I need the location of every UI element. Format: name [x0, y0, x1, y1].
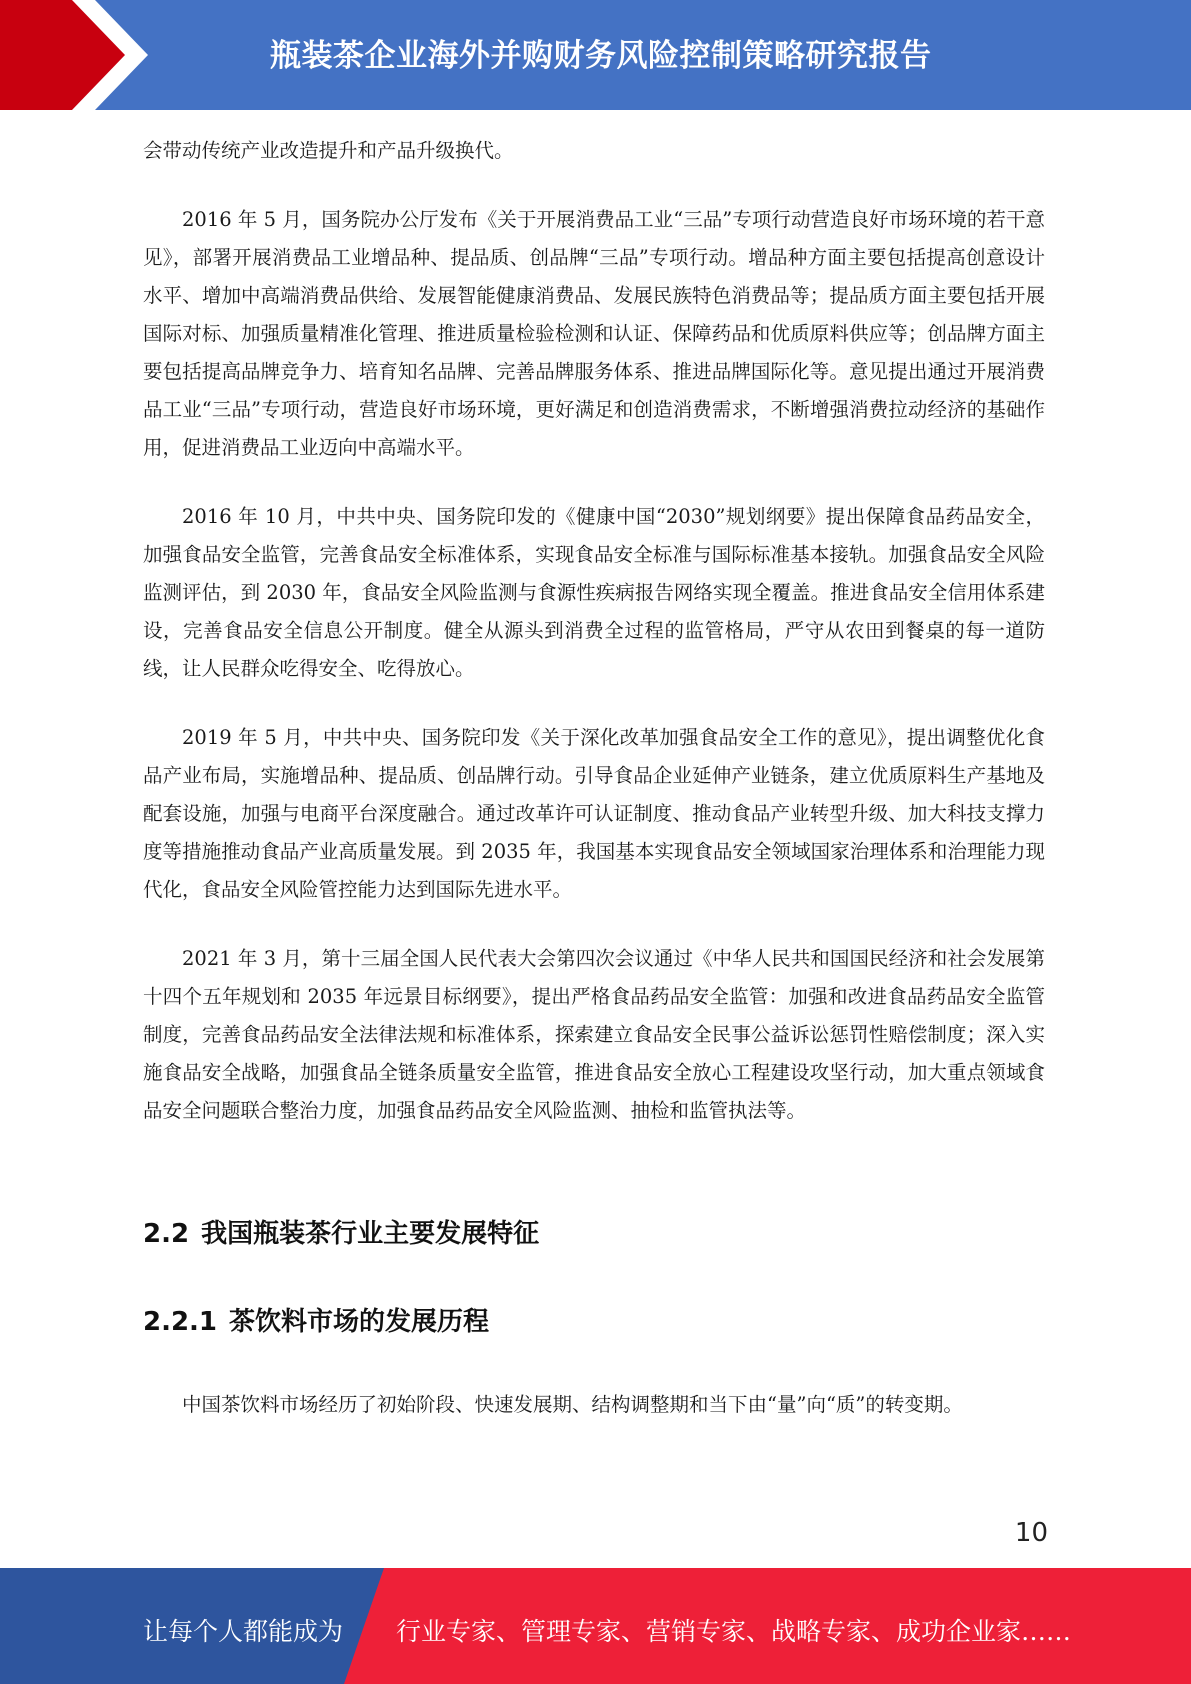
section-number: 2.2: [143, 1219, 190, 1249]
paragraph-2019-may: 2019 年 5 月，中共中央、国务院印发《关于深化改革加强食品安全工作的意见》，提出调整优化食品产业布局，实施增品种、提品质、创品牌行动。引导食品企业延伸产业链条，建立优质原料生产基地及配套设施，加强与电商平台深度融合。通过改革许可认证制度、推动食品产业转型升级、加大科技支撑力度等措施推动食品产业高质量发展。到 2035 年，我国基本实现食品安全领域国家治理体系和治理能力现代化，食品安全风险管控能力达到国际先进水平。: [143, 726, 1045, 901]
paragraph-2016-may: 2016 年 5 月，国务院办公厅发布《关于开展消费品工业“三品”专项行动营造良好市场环境的若干意见》，部署开展消费品工业增品种、提品质、创品牌“三品”专项行动。增品种方面主要包括提高创意设计水平、增加中高端消费品供给、发展智能健康消费品、发展民族特色消费品等；提品质方面主要包括开展国际对标、加强质量精准化管理、推进质量检验检测和认证、保障药品和优质原料供应等；创品牌方面主要包括提高品牌竞争力、培育知名品牌、完善品牌服务体系、推进品牌国际化等。意见提出通过开展消费品工业“三品”专项行动，营造良好市场环境，更好满足和创造消费需求，不断增强消费拉动经济的基础作用，促进消费品工业迈向中高端水平。: [143, 208, 1045, 459]
subsection-title: 茶饮料市场的发展历程: [229, 1307, 490, 1337]
subsection-paragraph: 中国茶饮料市场经历了初始阶段、快速发展期、结构调整期和当下由“量”向“质”的转变期。: [182, 1393, 963, 1416]
subsection-heading: [143, 1304, 1045, 1340]
subsection-number: 2.2.1: [143, 1307, 218, 1337]
footer-slogan-left: 让每个人都能成为: [143, 1617, 344, 1646]
paragraph-2021-march: 2021 年 3 月，第十三届全国人民代表大会第四次会议通过《中华人民共和国国民经济和社会发展第十四个五年规划和 2035 年远景目标纲要》，提出严格食品药品安全监管：加强和改进食品药品安全监管制度，完善食品药品安全法律法规和标准体系，探索建立食品安全民事公益诉讼惩罚性赔偿制度；深入实施食品安全战略，加强食品全链条质量安全监管，推进食品安全放心工程建设攻坚行动，加大重点领域食品安全问题联合整治力度，加强食品药品安全风险监测、抽检和监管执法等。: [143, 947, 1045, 1122]
document-body: [143, 132, 1045, 1424]
page-number: 10: [1014, 1518, 1048, 1548]
paragraph-2016-october: 2016 年 10 月，中共中央、国务院印发的《健康中国“2030”规划纲要》提出保障食品药品安全，加强食品安全监管，完善食品安全标准体系，实现食品安全标准与国际标准基本接轨。加强食品安全风险监测评估，到 2030 年，食品安全风险监测与食源性疾病报告网络实现全覆盖。推进食品安全信用体系建设，完善食品安全信息公开制度。健全从源头到消费全过程的监管格局，严守从农田到餐桌的每一道防线，让人民群众吃得安全、吃得放心。: [143, 505, 1045, 680]
section-heading: [143, 1216, 1045, 1252]
paragraph-continuation: 会带动传统产业改造提升和产品升级换代。: [143, 139, 514, 162]
chevron-arrow-icon: [0, 0, 150, 110]
report-title: 瓶装茶企业海外并购财务风险控制策略研究报告: [270, 38, 932, 74]
footer-banner: [0, 1568, 1191, 1684]
section-title: 我国瓶装茶行业主要发展特征: [201, 1219, 540, 1249]
footer-slogan-right: 行业专家、管理专家、营销专家、战略专家、成功企业家……: [396, 1617, 1072, 1646]
header-banner: [0, 0, 1191, 110]
